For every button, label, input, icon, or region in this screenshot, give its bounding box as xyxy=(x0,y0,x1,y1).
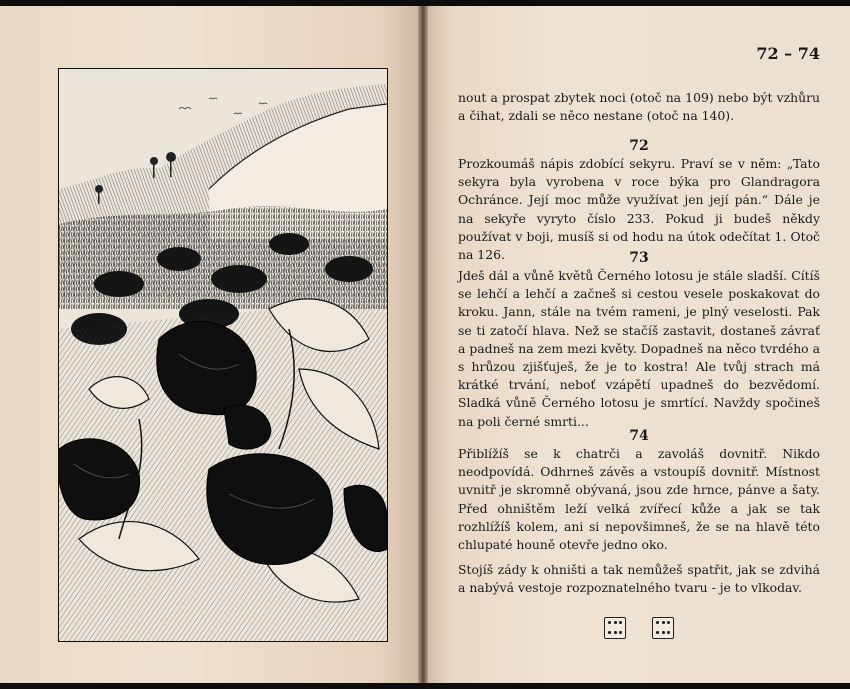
black-lotus-field-illustration xyxy=(58,68,388,642)
section-text-73: Jdeš dál a vůně květů Černého lotosu je stále sladší. Cítíš se lehčí a lehčí a začneš si cestou vesele poskakovat do kroku. Jann, stále na tvém rameni, je plný veselosti. Pak se ti zatočí hlava. Než se stačíš zastavit, dostaneš závrať a padneš na zem mezi květy. Dopadneš na něco tvrdého a s hrůzou zjišťuješ, že je to kostra! Ale tvůj strach má krátké trvání, neboť vzápětí upadneš do bezvědomí. Sladká vůně Černého lotosu je smrtící. Navždy spočineš na poli černé smrti... xyxy=(458,268,820,429)
section-text-74: Přiblížíš se k chatrči a zavoláš dovnitř. Nikdo neodpovídá. Odhrneš závěs a vstoupíš dovnitř. Místnost uvnitř je skromně obývaná, jsou zde hrnce, pánve a šaty. Před ohništěm leží velká zvířecí kůže a jak se tak rozhlížíš kolem, ani si nepovšimneš, že se na hlavě této chlupaté houně otevře jedno oko. xyxy=(458,446,820,553)
dice-six-icon xyxy=(604,617,626,639)
section-number-73: 73 xyxy=(629,250,649,266)
page-header: 72 – 74 xyxy=(756,44,820,63)
section-number-72: 72 xyxy=(629,138,649,154)
section-text-74-continued: Stojíš zády k ohništi a tak nemůžeš spatřit, jak se zdvihá a nabývá vestoje rozpoznatelného tvaru - je to vlkodav. xyxy=(458,562,820,596)
section-text-72: Prozkoumáš nápis zdobící sekyru. Praví se v něm: „Tato sekyra byla vyrobena v roce býka pro Glandragora Ochránce. Její moc může využívat jen její pán.“ Dále je na sekyře vyryto číslo 233. Pokud ji budeš někdy používat v boji, musíš si od hodu na útok odečítat 1. Otoč na 126. xyxy=(458,156,820,263)
section-number-74: 74 xyxy=(629,428,649,444)
dice-six-icon xyxy=(652,617,674,639)
intro-paragraph: nout a prospat zbytek noci (otoč na 109) nebo být vzhůru a čihat, zdali se něco nestane (otoč na 140). xyxy=(458,90,820,124)
book-gutter xyxy=(418,6,428,683)
